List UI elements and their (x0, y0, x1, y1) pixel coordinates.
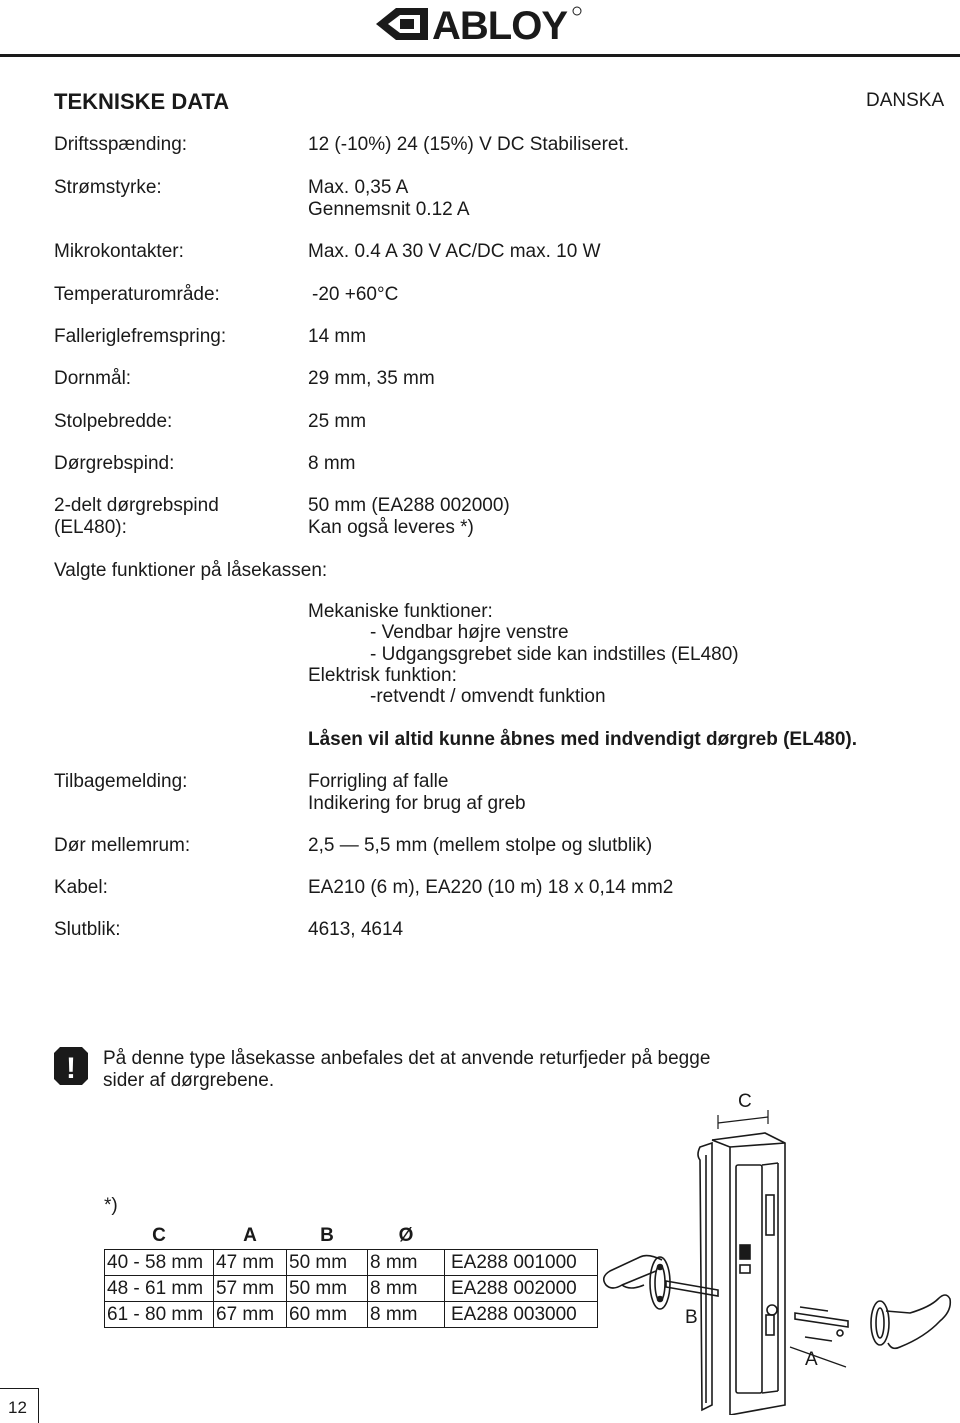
abloy-logo (374, 4, 584, 44)
svg-text:ABLOY: ABLOY (432, 4, 567, 44)
spec-value: -20 +60°C (312, 284, 399, 305)
spec-label: Strømstyrke: (54, 177, 162, 198)
spec-label: Driftsspænding: (54, 134, 188, 155)
table-row (105, 1276, 598, 1302)
table-header: C (152, 1224, 166, 1246)
spec-value: 25 mm (308, 411, 367, 432)
dimension-b-label: B (685, 1307, 698, 1328)
spec-label: Mikrokontakter: (54, 241, 184, 262)
spec-label: Dornmål: (54, 368, 132, 389)
warning-line: sider af dørgrebene. (103, 1070, 275, 1091)
function-line: - Udgangsgrebet side kan indstilles (EL480) (370, 644, 739, 665)
table-header: A (243, 1224, 257, 1246)
spec-label: Dør mellemrum: (54, 835, 191, 856)
dimension-a-label: A (805, 1349, 818, 1370)
table-row (105, 1250, 598, 1276)
dimension-table (104, 1222, 598, 1328)
svg-text:!: ! (66, 1052, 76, 1085)
page-number: 12 (8, 1398, 27, 1417)
table-header (445, 1222, 598, 1250)
table-cell: 48 - 61 mm (105, 1276, 214, 1302)
function-line: - Vendbar højre venstre (370, 622, 569, 643)
spec-value: Kan også leveres *) (308, 517, 474, 538)
spec-value: Max. 0,35 A (308, 177, 409, 198)
table-header: B (320, 1224, 334, 1246)
spec-value: 50 mm (EA288 002000) (308, 495, 510, 516)
table-cell: 50 mm (287, 1250, 368, 1276)
table-cell: EA288 001000 (445, 1250, 598, 1276)
spec-value: Gennemsnit 0.12 A (308, 199, 470, 220)
language-label: DANSKA (866, 90, 945, 111)
table-cell: 8 mm (368, 1276, 445, 1302)
functions-heading: Valgte funktioner på låsekassen: (54, 560, 328, 581)
table-cell: 50 mm (287, 1276, 368, 1302)
function-line: Mekaniske funktioner: (308, 601, 493, 622)
function-line: -retvendt / omvendt funktion (370, 686, 606, 707)
spec-value: 8 mm (308, 453, 356, 474)
table-cell: EA288 002000 (445, 1276, 598, 1302)
spec-label: Stolpebredde: (54, 411, 173, 432)
table-cell: 8 mm (368, 1250, 445, 1276)
spec-value: 29 mm, 35 mm (308, 368, 435, 389)
spec-label: 2-delt dørgrebspind (54, 495, 219, 516)
spec-label: Kabel: (54, 877, 108, 898)
functions-note: Låsen vil altid kunne åbnes med indvendigt dørgreb (EL480). (308, 729, 857, 750)
dimension-c-label: C (738, 1091, 752, 1112)
table-cell: 57 mm (214, 1276, 287, 1302)
table-cell: 40 - 58 mm (105, 1250, 214, 1276)
spec-value: 4613, 4614 (308, 919, 404, 940)
spec-label: Dørgrebspind: (54, 453, 175, 474)
table-header: Ø (398, 1224, 414, 1246)
table-row (105, 1302, 598, 1328)
table-cell: 60 mm (287, 1302, 368, 1328)
spec-label: Slutblik: (54, 919, 121, 940)
table-cell: 8 mm (368, 1302, 445, 1328)
spec-value: Max. 0.4 A 30 V AC/DC max. 10 W (308, 241, 601, 262)
table-cell: 47 mm (214, 1250, 287, 1276)
function-line: Elektrisk funktion: (308, 665, 457, 686)
table-cell: EA288 003000 (445, 1302, 598, 1328)
spec-value: 14 mm (308, 326, 367, 347)
page-title: TEKNISKE DATA (54, 89, 230, 114)
spec-value: Indikering for brug af greb (308, 793, 526, 814)
spec-value: 12 (-10%) 24 (15%) V DC Stabiliseret. (308, 134, 630, 155)
spec-label: Temperaturområde: (54, 284, 220, 305)
table-header-row (105, 1222, 598, 1250)
spec-value: Forrigling af falle (308, 771, 449, 792)
header-rule (0, 54, 960, 57)
table-cell: 61 - 80 mm (105, 1302, 214, 1328)
table-cell: 67 mm (214, 1302, 287, 1328)
spec-label: Falleriglefremspring: (54, 326, 227, 347)
spec-label: Tilbagemelding: (54, 771, 188, 792)
spec-value: 2,5 — 5,5 mm (mellem stolpe og slutblik) (308, 835, 653, 856)
lock-assembly-drawing (600, 1085, 955, 1415)
table-note: *) (104, 1195, 118, 1216)
warning-line: På denne type låsekasse anbefales det at anvende returfjeder på begge (103, 1048, 711, 1069)
warning-icon (52, 1045, 90, 1087)
spec-label: (EL480): (54, 517, 127, 538)
spec-value: EA210 (6 m), EA220 (10 m) 18 x 0,14 mm2 (308, 877, 674, 898)
